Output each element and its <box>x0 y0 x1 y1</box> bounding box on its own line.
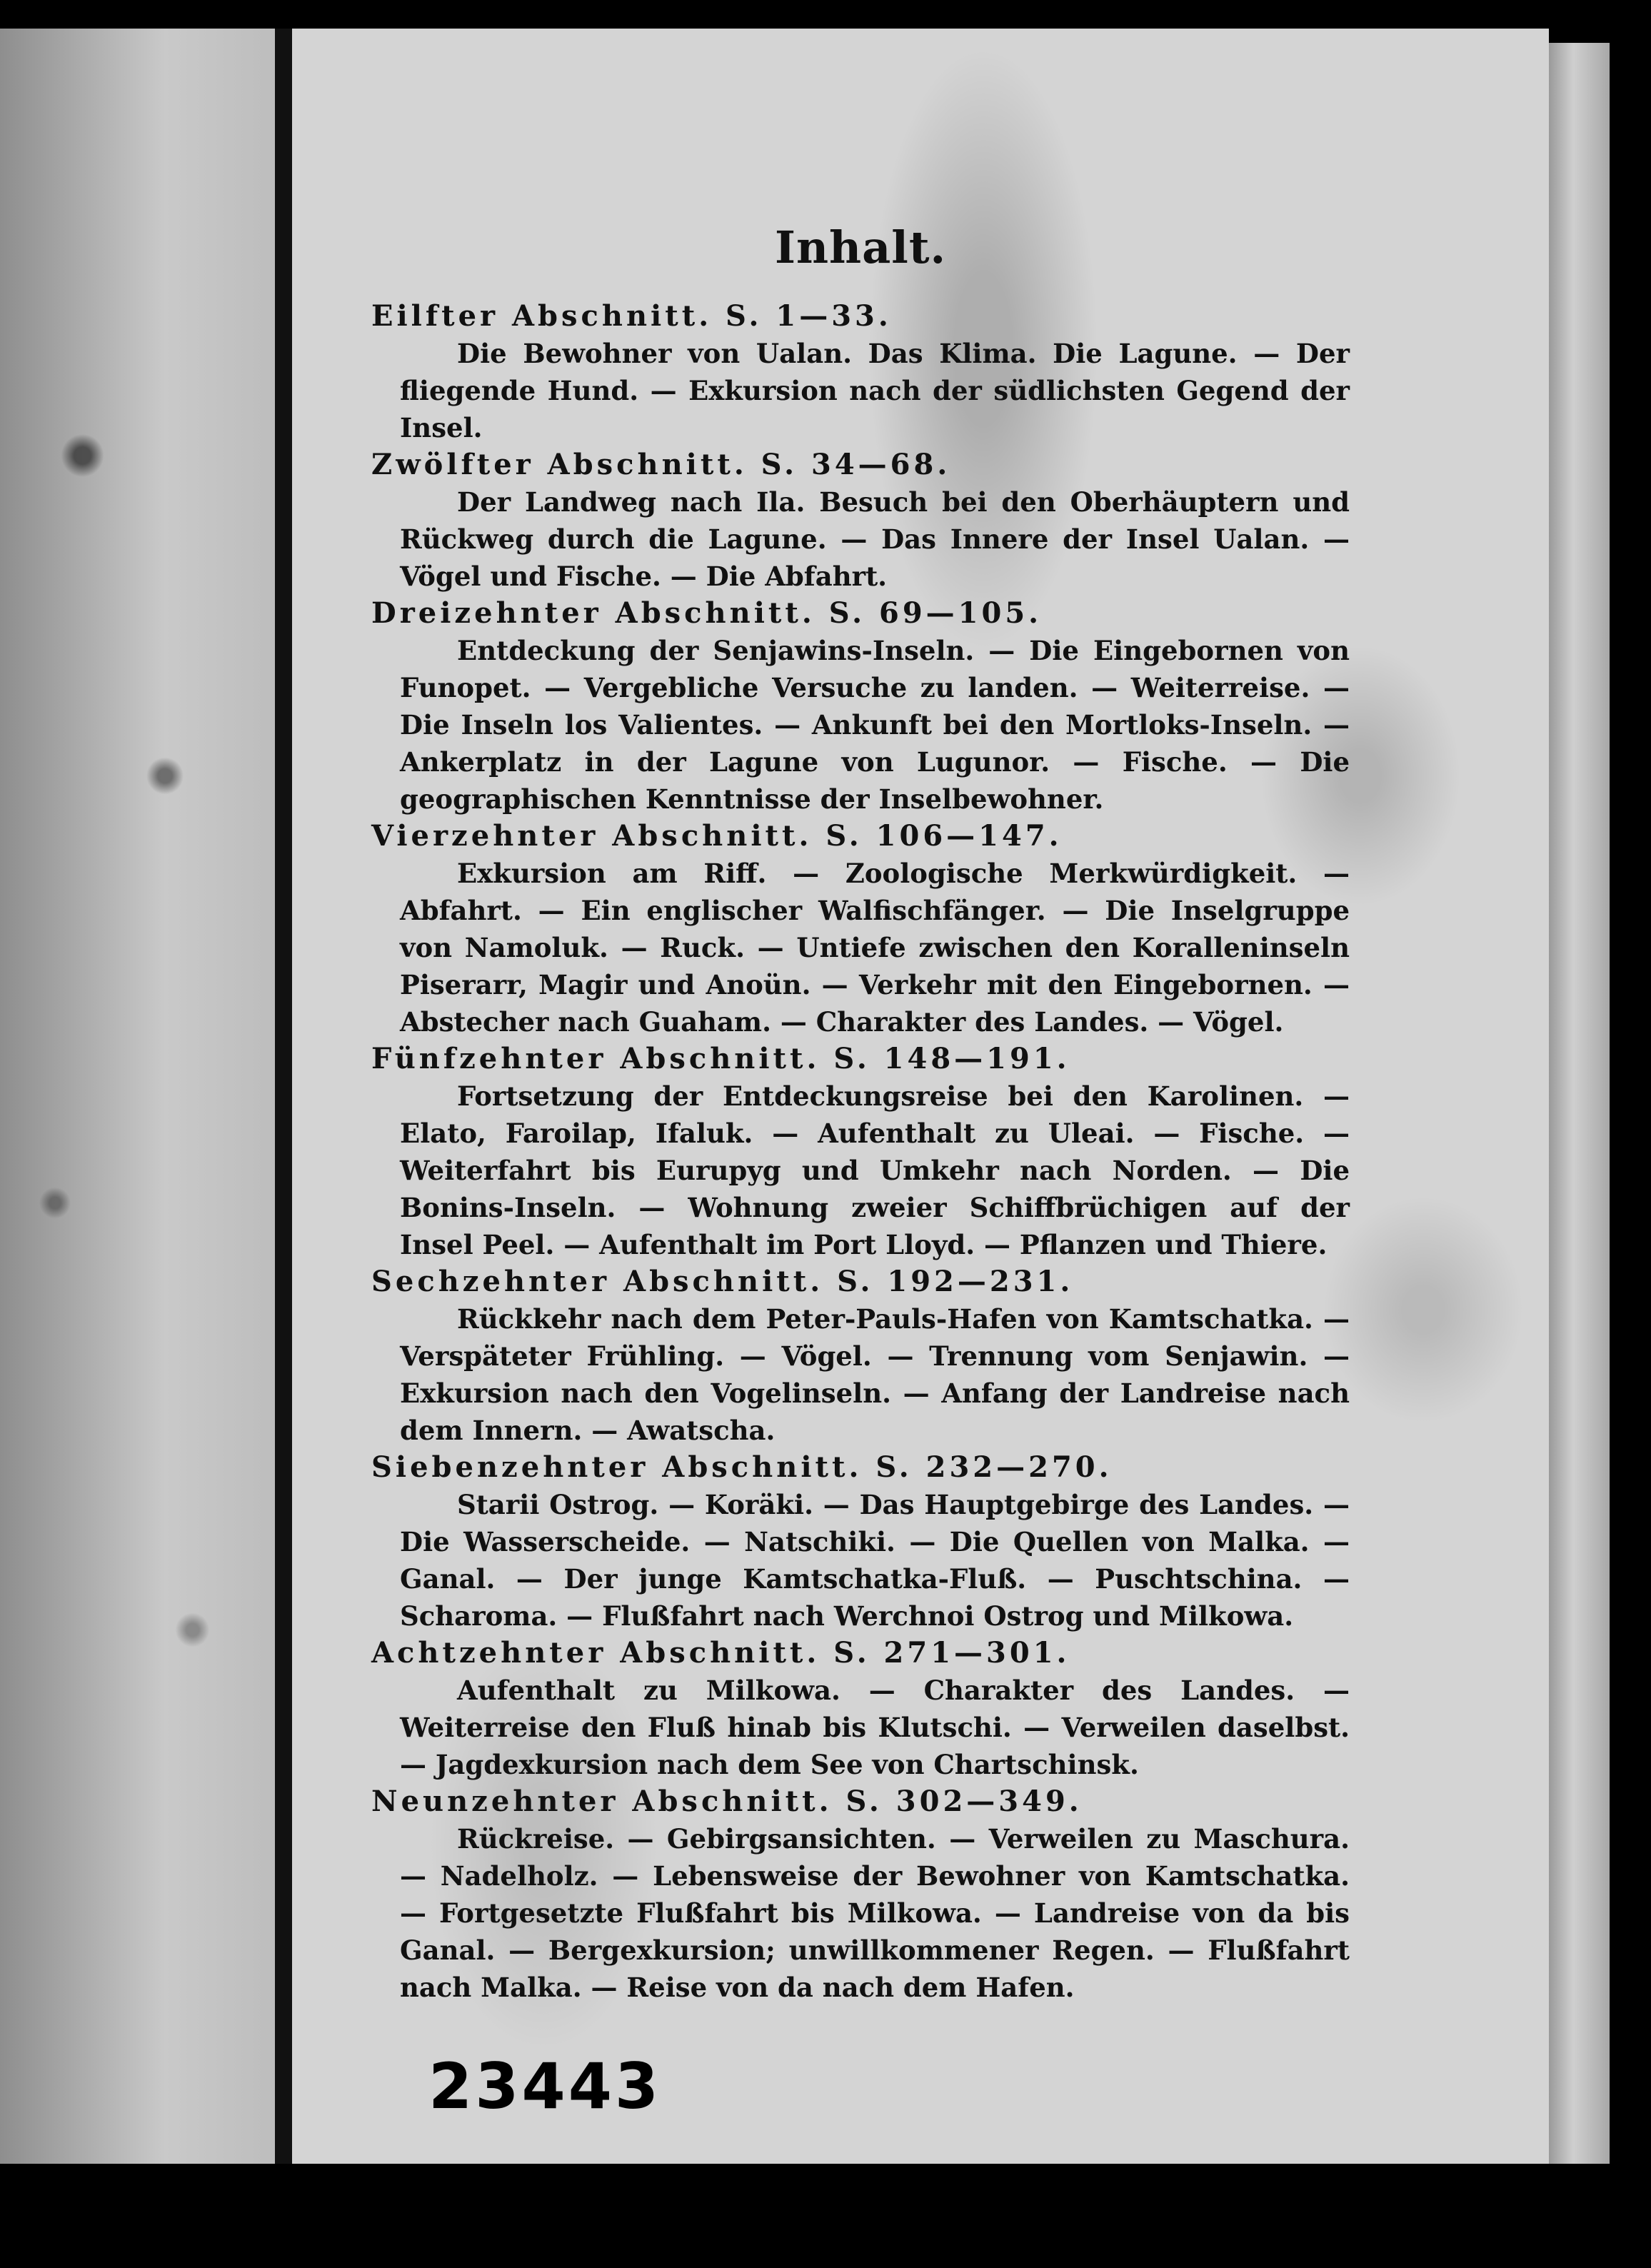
chapter-heading: Zwölfter Abschnitt. S. 34—68. <box>371 448 951 481</box>
chapter-heading: Neunzehnter Abschnitt. S. 302—349. <box>371 1785 1083 1818</box>
chapter-summary: Entdeckung der Senjawins-Inseln. — Die Eingebornen von Funopet. — Vergebliche Versuche zu landen. — Weiterreise. — Die Inseln los Valientes. — Ankunft bei den Mortloks-Inseln. — Ankerplatz in der Lagune von Lugunor. — Fische. — Die geographischen Kenntnisse der Inselbewohner. <box>400 635 1350 815</box>
chapter-entry <box>371 818 1350 1040</box>
chapter-heading: Dreizehnter Abschnitt. S. 69—105. <box>371 596 1043 630</box>
chapter-entry <box>371 595 1350 818</box>
table-of-contents <box>371 221 1350 2006</box>
chapter-heading: Vierzehnter Abschnitt. S. 106—147. <box>371 819 1063 853</box>
chapter-summary: Der Landweg nach Ila. Besuch bei den Oberhäuptern und Rückweg durch die Lagune. — Das Innere der Insel Ualan. — Vögel und Fische. — Die Abfahrt. <box>400 486 1350 592</box>
chapter-summary: Die Bewohner von Ualan. Das Klima. Die Lagune. — Der fliegende Hund. — Exkursion nach der südlichsten Gegend der Insel. <box>400 338 1350 443</box>
chapter-entry <box>371 1040 1350 1263</box>
chapter-heading: Fünfzehnter Abschnitt. S. 148—191. <box>371 1042 1070 1075</box>
chapter-summary: Rückreise. — Gebirgsansichten. — Verweilen zu Maschura. — Nadelholz. — Lebensweise der Bewohner von Kamtschatka. — Fortgesetzte Flußfahrt bis Milkowa. — Landreise von da bis Ganal. — Bergexkursion; unwillkommener Regen. — Flußfahrt nach Malka. — Reise von da nach dem Hafen. <box>400 1823 1350 2003</box>
page-edge <box>1549 43 1610 2164</box>
handwritten-catalog-number: 23443 <box>428 2049 662 2123</box>
book-gutter <box>275 29 292 2164</box>
chapter-heading: Siebenzehnter Abschnitt. S. 232—270. <box>371 1450 1113 1484</box>
chapter-entry <box>371 1635 1350 1783</box>
chapter-summary: Starii Ostrog. — Koräki. — Das Hauptgebirge des Landes. — Die Wasserscheide. — Natschiki. — Die Quellen von Malka. — Ganal. — Der junge Kamtschatka-Fluß. — Puschtschina. — Scharoma. — Flußfahrt nach Werchnoi Ostrog und Milkowa. <box>400 1489 1350 1632</box>
chapter-entry <box>371 1449 1350 1635</box>
chapter-entry <box>371 298 1350 446</box>
chapter-summary: Rückkehr nach dem Peter-Pauls-Hafen von Kamtschatka. — Verspäteter Frühling. — Vögel. — Trennung vom Senjawin. — Exkursion nach den Vogelinseln. — Anfang der Landreise nach dem Innern. — Awatscha. <box>400 1303 1350 1446</box>
chapter-summary: Exkursion am Riff. — Zoologische Merkwürdigkeit. — Abfahrt. — Ein englischer Walfischfänger. — Die Inselgruppe von Namoluk. — Ruck. — Untiefe zwischen den Koralleninseln Piserarr, Magir und Anoün. — Verkehr mit den Eingebornen. — Abstecher nach Guaham. — Charakter des Landes. — Vögel. <box>400 858 1350 1038</box>
chapter-heading: Eilfter Abschnitt. S. 1—33. <box>371 299 892 333</box>
chapter-summary: Fortsetzung der Entdeckungsreise bei den Karolinen. — Elato, Faroilap, Ifaluk. — Aufenthalt zu Uleai. — Fische. — Weiterfahrt bis Eurupyg und Umkehr nach Norden. — Die Bonins-Inseln. — Wohnung zweier Schiffbrüchigen auf der Insel Peel. — Aufenthalt im Port Lloyd. — Pflanzen und Thiere. <box>400 1080 1350 1260</box>
chapter-entry <box>371 1263 1350 1449</box>
chapter-entry <box>371 1783 1350 2006</box>
chapter-entry <box>371 446 1350 595</box>
chapter-summary: Aufenthalt zu Milkowa. — Charakter des Landes. — Weiterreise den Fluß hinab bis Klutschi. — Verweilen daselbst. — Jagdexkursion nach dem See von Chartschinsk. <box>400 1675 1350 1780</box>
chapter-heading: Achtzehnter Abschnitt. S. 271—301. <box>371 1636 1070 1670</box>
page-title: Inhalt. <box>774 221 947 274</box>
chapter-heading: Sechzehnter Abschnitt. S. 192—231. <box>371 1265 1074 1298</box>
left-page-fragment <box>0 29 275 2164</box>
